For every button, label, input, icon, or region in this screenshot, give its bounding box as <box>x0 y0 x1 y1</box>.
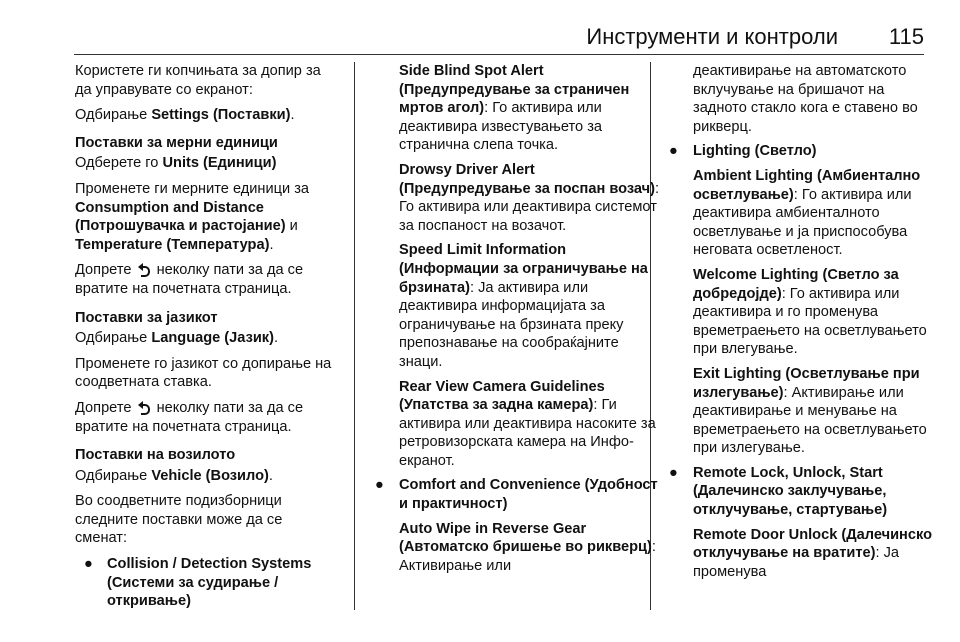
column-3 <box>669 62 933 587</box>
language-p1: Одбирање Language (Јазик). <box>75 330 279 347</box>
column-divider-1 <box>354 62 355 610</box>
bullet-dot: ● <box>84 556 93 573</box>
back-arrow-icon <box>138 264 150 275</box>
units-p3: Допрете неколку пати за да се вратите на почетната страница. <box>75 262 304 297</box>
header-divider <box>74 54 924 55</box>
units-p2: Променете ги мерните единици за Consumption and Distance (Потрошувачка и растојание) и Temperature (Температура). <box>75 180 309 253</box>
bullet-collision: ● Collision / Detection Systems (Системи за судирање / откривање) <box>84 556 312 610</box>
bullet-remote: ● Remote Lock, Unlock, Start (Далечинско заклучување, отклучување, стартување) <box>669 464 888 519</box>
bullet-dot: ● <box>375 477 384 494</box>
rdu-item: Remote Door Unlock (Далечинско отклучување на вратите): Ја променува <box>693 526 932 580</box>
rvc-item: Rear View Camera Guidelines (Упатства за задна камера): Ги активира или деактивира насоките за ретровизорската камера на Инфо-екранот. <box>399 378 656 469</box>
exit-item: Exit Lighting (Осветлување при излегување): Активирање или деактивирање и менување на времетраењето на осветлувањето при излегување. <box>693 365 927 457</box>
sli-item: Speed Limit Information (Информации за ограничување на брзината): Ја активира или деактивира информацијата за ограничување на брзината преку препознавање на сообраќајните знаци. <box>399 242 648 370</box>
ambient-item: Ambient Lighting (Амбиентално осветлување): Го активира или деактивира амбиенталното осветлување и ја приспособува неговата осветленост. <box>693 167 921 259</box>
awr-item: Auto Wipe in Reverse Gear (Автоматско бришење во рикверц): Активирање или <box>399 520 656 574</box>
vehicle-heading: Поставки на возилото <box>75 447 236 464</box>
back-arrow-icon <box>138 402 150 413</box>
bullet-lighting: ● Lighting (Светло) <box>669 143 817 160</box>
bullet-comfort: ● Comfort and Convenience (Удобност и практичност) <box>375 477 658 513</box>
units-heading: Поставки за мерни единици <box>75 134 278 151</box>
vehicle-p1: Одбирање Vehicle (Возило). <box>75 467 273 484</box>
bullet-dot: ● <box>669 143 678 160</box>
intro-text: Користете ги копчињата за допир за да управувате со екранот: <box>75 63 321 98</box>
column-2 <box>375 62 661 581</box>
page-header <box>0 0 960 52</box>
vehicle-p2: Во соодветните подизборници следните поставки може да се сменат: <box>75 493 283 547</box>
language-p2: Променете го јазикот со допирање на соодветната ставка. <box>75 355 332 391</box>
page-title: Инструменти и контроли <box>586 24 838 49</box>
awr-continued: деактивирање на автоматското вклучување на бришачот на задното стакло кога е ставено во рикверц. <box>693 63 918 135</box>
units-p1: Одберете го Units (Единици) <box>75 155 277 172</box>
dda-item: Drowsy Driver Alert (Предупредување за поспан возач): Го активира или деактивира системот за поспаност на возачот. <box>399 161 660 234</box>
welcome-item: Welcome Lighting (Светло за добредојде): Го активира или деактивира и го променува времетраењето на осветлувањето при влегување. <box>693 266 927 358</box>
bullet-dot: ● <box>669 464 678 481</box>
page-number: 115 <box>888 24 924 49</box>
language-p3: Допрете неколку пати за да се вратите на почетната страница. <box>75 399 304 435</box>
select-settings: Одбирање Settings (Поставки). <box>75 107 295 124</box>
sbsa-item: Side Blind Spot Alert (Предупредување за страничен мртов агол): Го активира или деактивира известувањето за странична слепа точка. <box>399 63 630 154</box>
language-heading: Поставки за јазикот <box>75 309 218 326</box>
column-1 <box>75 62 337 611</box>
